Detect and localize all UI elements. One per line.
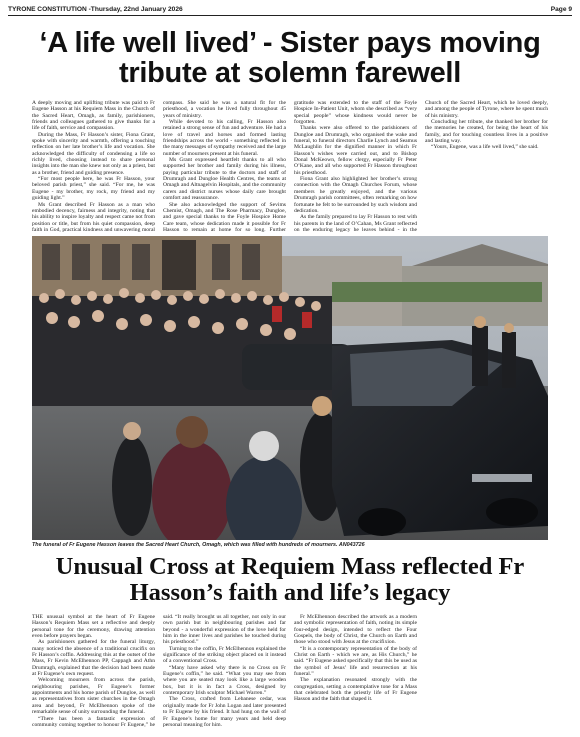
headline-cross: Unusual Cross at Requiem Mass reflected Fr Hasson’s faith and life’s legacy: [55, 553, 525, 606]
article-paragraph: The Cross, crafted from Lebanese cedar, was originally made for Fr John Logan and later presented to Fr Eugene by his friend. It had hung on the wall of Fr Eugene’s home for many years and held deep personal meaning for him.: [163, 696, 286, 728]
article-paragraph: A deeply moving and uplifting tribute was paid to Fr Eugene Hasson at his Requiem Mass in the Church of the Sacred Heart, Omagh, as family, parishioners, friends and colleagues gathered to give thanks for a life of faith, service and compassion.: [32, 100, 155, 132]
article-tribute-body: [32, 100, 548, 234]
article-paragraph: Fiona Grant also highlighted her brother’s strong connection with the Omagh Churches Forum, whose members he greatly enjoyed, and the various Drumragh parish committees, often remarking on how fortunate he felt to be surrounded by such wisdom and dedication.: [294, 176, 417, 214]
funeral-scene-illustration: [32, 236, 548, 540]
article-paragraph: Turning to the coffin, Fr McElhennon explained the significance of the striking object placed on it instead of a conventional Cross.: [163, 645, 286, 665]
article-paragraph: “It is a contemporary representation of the body of Christ on Earth - which we are, as His Church,” he said. “Fr Eugene asked specifically that this be used as the symbol of Jesus’ life and resurrection at his funeral.”: [294, 645, 417, 678]
photo-caption: The funeral of Fr Eugene Hasson leaves the Sacred Heart Church, Omagh, which was filled with hundreds of mourners. AN043726: [32, 542, 365, 548]
page-number: Page 9: [550, 6, 572, 13]
wheel: [358, 508, 406, 536]
article-paragraph: “For most people here, he was Fr Hasson, your beloved parish priest,” she said. “For me, he was Eugene - my brother, my rock, my friend and my guiding light.”: [32, 176, 155, 202]
article-paragraph: During the Mass, Fr Hasson’s sister, Fiona Grant, spoke with sincerity and warmth, offering a touching reflection on her late brother’s life and vocation. She acknowledged the difficulty of condensing a life so richly lived, choosing instead to share personal insights into the man she knew not only as a priest, but as a brother, friend and guiding presence.: [32, 131, 155, 176]
article-paragraph: “There has been a fantastic expression of community coming together to honour Fr Eugene,” he said. “It really brought us all together, not only in our own parish but in neighbouring parishes and far beyond - a wonderful expression of the love held for him in the inner lives and parishes he touched during his priesthood.”: [32, 614, 286, 728]
article-paragraph: Fr McElhennon described the artwork as a modern and symbolic representation of faith, noting its simple four-edged design, intended to reflect the Four Gospels, the body of Christ, the Church on Earth and those who stood with Jesus at the crucifixion.: [294, 614, 417, 646]
article-paragraph: “Many have asked why there is no Cross on Fr Eugene’s coffin,” he said. “What you may see from where you are seated may look like a large wooden box, but it is in fact a Cross, designed by contemporary Irish sculptor Michael Warren.”: [163, 664, 286, 697]
article-paragraph: While devoted to his calling, Fr Hasson also retained a strong sense of fun and adventure. He had a love of travel and horses and formed lasting friendships across the world - something reflected in the many messages of sympathy received and the large number of mourners present at his funeral.: [163, 119, 286, 157]
article-paragraph: Concluding her tribute, she thanked her brother for the memories he created, for being the heart of his family, and for touching countless lives in a positive and lasting way.: [425, 119, 548, 145]
article-paragraph: “Yours, Eugene, was a life well lived,” she said.: [431, 144, 539, 151]
article-paragraph: She also acknowledged the support of Sevims Chemist, Omagh, and The Rose Pharmacy, Dungloe, and gave special thanks to the Foyle Hospice Home Care team, whose dedication made it possible for Fr Hasson to remain at home for so long. Further gratitude was extended to the staff of the Foyle Hospice In-Patient Unit, whom she described as “very special people” whose kindness would never be forgotten.: [163, 100, 417, 233]
wheel: [486, 498, 538, 526]
article-paragraph: Thanks were also offered to the parishioners of Dungloe and Drumragh, who organised the wake and funeral, to funeral directors Charlie Lynch and Seamus McLaughlin for the dignified manner in which Fr Hasson’s wishes were carried out, and to Bishop Donal McKeown, fellow clergy, especially Fr Peter O’Kane, and all who supported Fr Hasson throughout his priesthood.: [294, 125, 417, 176]
funeral-photo: [32, 236, 548, 540]
article-cross-body: [32, 614, 548, 730]
masthead: [8, 6, 572, 16]
headline-tribute: ‘A life well lived’ - Sister pays moving tribute at solemn farewell: [39, 27, 541, 89]
paper-name-date: TYRONE CONSTITUTION -Thursday, 22nd January 2026: [8, 6, 183, 13]
article-paragraph: THE unusual symbol at the heart of Fr Eugene Hasson’s Requiem Mass set a reflective and deeply personal tone for the ceremony, drawing attention even before prayers began.: [32, 614, 155, 640]
article-paragraph: Welcoming mourners from across the parish, neighbouring parishes, Fr Eugene’s former appointments and his home parish of Dungloe, as well as representatives from sister churches in the Omagh area and beyond, Fr McElhennon spoke of the remarkable sense of unity surrounding the funeral.: [32, 677, 155, 716]
article-paragraph: As the family prepared to lay Fr Hasson to rest with his parents in the land of O’Cahan, Ms Grant reflected on the enduring legacy he leaves behind - in the Church of the Sacred Heart, which he loved deeply, and among the people of Tyrone, where he spent much of his ministry.: [294, 100, 548, 233]
hedge: [332, 282, 542, 302]
article-paragraph: Ms Grant described Fr Hasson as a man who embodied decency, fairness and integrity, noting that his ability to inspire loyalty and respect came not from position or title, but from his quiet compassion, deep faith in God, practical kindness and unwavering moral compass. She said he was a natural fit for the priesthood, a vocation he lived fully throughout 45 years of ministry.: [32, 100, 286, 233]
church-door: [162, 240, 196, 290]
article-paragraph: Ms Grant expressed heartfelt thanks to all who supported her brother and family during his illness, paying particular tribute to the doctors and staff of Drumragh and Dungloe Health Centres, the teams at Omagh and Altnagelvin Hospitals, and the community carers and district nurses whose daily care brought comfort and reassurance.: [163, 157, 286, 202]
article-paragraph: As parishioners gathered for the funeral liturgy, many noticed the absence of a traditional crucifix on Fr Hasson’s coffin. Addressing this at the outset of the Mass, Fr Kevin McElhennon PP, Cappagh and Athn Drumragh, explained that the decision had been made at Fr Eugene’s own request.: [32, 639, 155, 678]
article-paragraph: The explanation resonated strongly with the congregation, setting a contemplative tone for a Mass that celebrated both the priestly life of Fr Eugene Hasson and the faith that shaped it.: [294, 677, 417, 703]
